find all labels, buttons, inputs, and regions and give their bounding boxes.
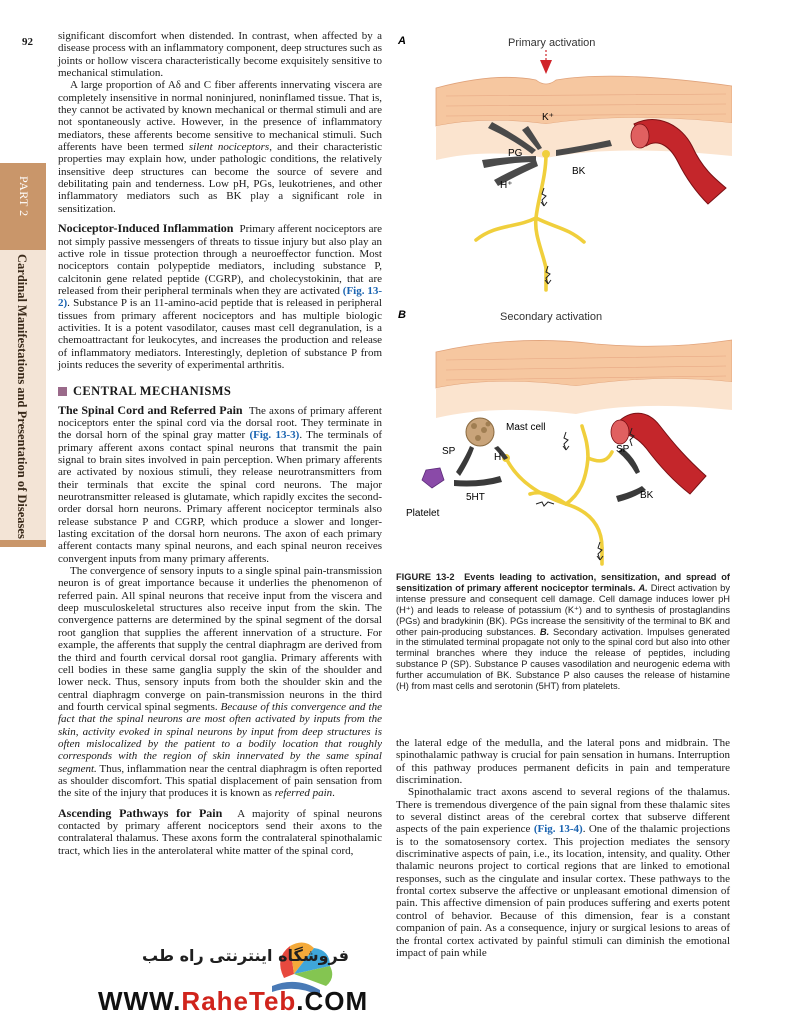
pressure-arrow-icon xyxy=(540,50,552,74)
watermark-url: WWW.RaheTeb.COM xyxy=(98,986,369,1016)
label-bk: BK xyxy=(572,166,586,177)
panel-b-letter: B xyxy=(398,309,406,321)
section-heading: CENTRAL MECHANISMS xyxy=(58,385,382,397)
label-h-b: H xyxy=(494,452,502,463)
right-column xyxy=(396,737,730,959)
chapter-tab xyxy=(0,250,46,540)
subheading: Nociceptor-Induced Inflammation xyxy=(58,221,234,236)
label-sp-2: SP xyxy=(616,444,630,455)
panel-b-title: Secondary activation xyxy=(500,311,603,323)
label-pg: PG xyxy=(508,148,523,159)
label-5ht: 5HT xyxy=(466,492,485,503)
platelet-icon xyxy=(422,468,444,488)
label-k: K⁺ xyxy=(542,112,554,123)
panel-a-title: Primary activation xyxy=(508,37,596,49)
page-number: 92 xyxy=(22,36,33,48)
label-mast-cell: Mast cell xyxy=(506,422,546,433)
label-sp-1: SP xyxy=(442,446,456,457)
part-title: Cardinal Manifestations and Presentation of Diseases xyxy=(15,254,29,539)
paragraph: Spinothalamic tract axons ascend to several regions of the thalamus. There is tremendous divergence of the pain signal from these thalamic sites to several distinct areas of the cerebral cortex that subserve different aspects of the pain experience (Fig. 13-4). One of the thalamic projections is to the somatosensory cortex. This projection mediates the sensory discriminative aspects of pain, i.e., its location, intensity, and quality. Other thalamic neurons project to cortical regions that are linked to emotional responses, such as the cingulate and insular cortex. These pathways to the frontal cortex subserve the affective or unpleasant emotional dimension of pain. This affective dimension of pain produces suffering and exerts potent control of behavior. Because of this dimension, fear is a constant companion of pain. As a consequence, injury or surgical lesions to areas of the frontal cortex activated by painful stimuli can diminish the emotional impact of pain while xyxy=(396,786,730,959)
watermark-persian: فروشگاه اینترنتی راه طب xyxy=(142,946,349,965)
figure-link[interactable]: (Fig. 13-3) xyxy=(249,429,300,442)
paragraph: significant discomfort when distended. In contrast, when affected by a disease process with an inflammatory component, deep structures such as joints or hollow viscera characteristically become exquisitely sensitive to mechanical stimulation. xyxy=(58,30,382,80)
paragraph: Ascending Pathways for Pain A majority of spinal neurons contacted by primary afferent nociceptors send their axons to the contralateral thalamus. These axons form the contralateral spinothalamic tract, which lies in the anterolateral white matter of the spinal cord, xyxy=(58,805,383,857)
panel-a-letter: A xyxy=(398,35,406,47)
nerve-terminal-b xyxy=(506,426,612,564)
label-h: H⁺ xyxy=(500,180,513,191)
label-platelet: Platelet xyxy=(406,508,440,519)
section-bullet-icon xyxy=(58,387,67,396)
paragraph: the lateral edge of the medulla, and the lateral pons and midbrain. The spinothalamic pathway is crucial for pain sensation in humans. Interruption of this pathway produces permanent deficits in pain and temperature discrimination. xyxy=(396,737,730,787)
paragraph: The Spinal Cord and Referred Pain The axons of primary afferent nociceptors enter the spinal cord via the dorsal root. They terminate in the dorsal horn of the spinal gray matter (Fig. 13-3). The terminals of primary afferent axons contact spinal neurons that transmit the pain signal to brain sites involved in pain perception. When primary afferents are activated by noxious stimuli, they release neurotransmitters from their terminals that excite the spinal cord neurons. The major neurotransmitter released is glutamate, which rapidly excites the second-order dorsal horn neurons. Primary afferent nociceptor terminals also release substance P and CGRP, which produce a slower and longer-lasting excitation of the dorsal horn neurons. The axon of each primary afferent contacts many spinal neurons, and each spinal neuron receives convergent inputs from many primary afferents. xyxy=(58,402,382,565)
mast-cell-icon xyxy=(466,418,494,446)
nerve-terminal-a xyxy=(476,154,584,290)
label-bk-b: BK xyxy=(640,490,654,501)
part-label: PART 2 xyxy=(17,176,31,217)
paragraph: Nociceptor-Induced Inflammation Primary afferent nociceptors are not simply passive messengers of threats to tissue injury but also play an active role in tissue protection through a neuroeffector function. Most nociceptors contain polypeptide mediators, including substance P, calcitonin gene related peptide (CGRP), and cholecystokinin, that are released from their peripheral terminals when they are activated (Fig. 13-2). Substance P is an 11-amino-acid peptide that is released in peripheral tissues from primary afferent nociceptors and has multiple biologic activities. It is a potent vasodilator, causes mast cell degranulation, is a chemoattractant for leukocytes, and increases the production and release of inflammatory mediators. Interestingly, depletion of substance P from joints reduces the severity of experimental arthritis. xyxy=(58,221,382,371)
figure-link[interactable]: (Fig. 13-4) xyxy=(533,823,583,836)
skin-layer-b xyxy=(436,340,732,418)
subheading: The Spinal Cord and Referred Pain xyxy=(58,402,243,417)
subheading: Ascending Pathways for Pain xyxy=(58,805,223,820)
left-column xyxy=(58,30,382,857)
figure-link[interactable]: (Fig. 13-2) xyxy=(58,284,382,310)
paragraph: The convergence of sensory inputs to a single spinal pain-transmission neuron is of great importance because it underlies the phenomenon of referred pain. All spinal neurons that receive input from the viscera and deep musculoskeletal structures also receive input from the skin. The convergence patterns are determined by the spinal segment of the dorsal root ganglion that supplies the afferent innervation of a structure. For example, the afferents that supply the central diaphragm are derived from the third and fourth cervical dorsal root ganglia. Primary afferents with cell bodies in these same ganglia supply the skin of the shoulder and lower neck. Thus, sensory inputs from both the shoulder skin and the central diaphragm converge on pain-transmission neurons in the third and fourth cervical spinal segments. Because of this convergence and the fact that the spinal neurons are most often activated by inputs from the skin, activity evoked in spinal neurons by input from deep structures is often mislocalized by the patient to a bodily location that roughly corresponds with the region of skin innervated by the same spinal segment. Thus, inflammation near the central diaphragm is often reported as shoulder discomfort. This spatial displacement of pain sensation from the site of the injury that produces it is known as referred pain. xyxy=(58,565,382,800)
paragraph: A large proportion of Aδ and C fiber afferents innervating viscera are completely insensitive in normal noninjured, noninflamed tissue. That is, they cannot be activated by known mechanical or thermal stimuli and are not spontaneously active. However, in the presence of inflammatory mediators, these afferents become sensitive to mechanical stimuli. Such afferents have been termed silent nociceptors, and their characteristic properties may explain how, under pathologic conditions, the relatively insensitive deep structures can become the source of severe and debilitating pain and tenderness. Low pH, PGs, leukotrienes, and other inflammatory mediators such as BK play a significant role in sensitization. xyxy=(58,79,383,215)
figure-13-2 xyxy=(396,28,732,568)
figure-caption: FIGURE 13-2 Events leading to activation, sensitization, and spread of sensitization of primary afferent nociceptor terminals. A. Direct activation by intense pressure and consequent cell damage. Cell damage induces lower pH (H⁺) and leads to release of potassium (K⁺) and to synthesis of prostaglandins (PGs) and bradykinin (BK). PGs increase the sensitivity of the terminal to BK and other pain-producing substances. B. Secondary activation. Impulses generated in the stimulated terminal propagate not only to the spinal cord but also into other terminal branches where they induce the release of peptides, including substance P (SP). Substance P causes vasodilation and neurogenic edema with further accumulation of BK. Substance P also causes the release of histamine (H) from mast cells and serotonin (5HT) from platelets. xyxy=(396,572,730,692)
